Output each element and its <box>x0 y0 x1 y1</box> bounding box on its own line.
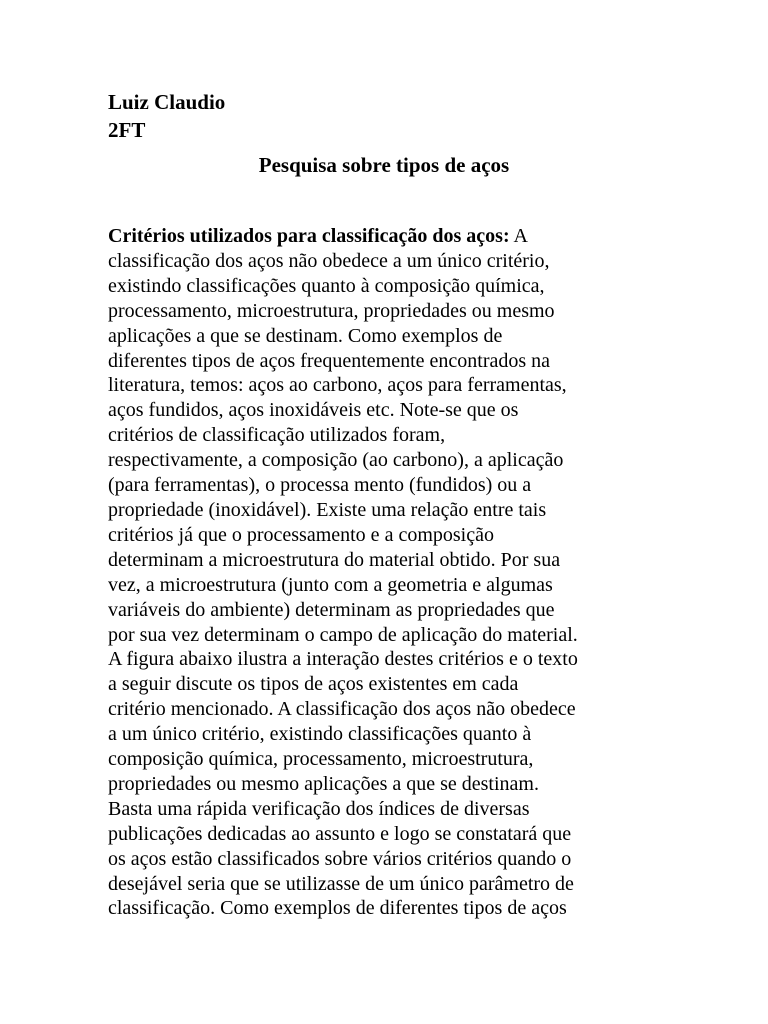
body-line: a seguir discute os tipos de aços existentes em cada <box>108 673 519 696</box>
document-title-row <box>0 151 768 179</box>
body-line: propriedade (inoxidável). Existe uma relação entre tais <box>108 498 547 521</box>
body-line: a um único critério, existindo classificações quanto à <box>108 723 532 746</box>
body-line-lead <box>108 224 648 249</box>
body-line: aplicações a que se destinam. Como exemplos de <box>108 324 503 347</box>
body-line: critérios já que o processamento e a composição <box>108 523 494 546</box>
body-line: diferentes tipos de aços frequentemente encontrados na <box>108 349 551 372</box>
lead-heading: Critérios utilizados para classificação dos aços: <box>108 225 510 247</box>
body-line: determinam a microestrutura do material obtido. Por sua <box>108 548 561 571</box>
body-line: composição química, processamento, microestrutura, <box>108 748 534 771</box>
document-title: Pesquisa sobre tipos de aços <box>258 153 510 177</box>
body-paragraph <box>108 224 648 921</box>
body-line: variáveis do ambiente) determinam as propriedades que <box>108 598 555 621</box>
lead-line-rest: A <box>509 225 528 247</box>
body-line: aços fundidos, aços inoxidáveis etc. Note-se que os <box>108 399 519 422</box>
body-line: classificação. Como exemplos de diferentes tipos de aços <box>108 897 567 920</box>
body-line: publicações dedicadas ao assunto e logo se constatará que <box>108 822 572 845</box>
body-line: (para ferramentas), o processa mento (fundidos) ou a <box>108 474 532 497</box>
body-line: literatura, temos: aços ao carbono, aços para ferramentas, <box>108 374 567 397</box>
body-line: respectivamente, a composição (ao carbono), a aplicação <box>108 449 564 472</box>
body-line: os aços estão classificados sobre vários critérios quando o <box>108 847 572 870</box>
body-line: desejável seria que se utilizasse de um único parâmetro de <box>108 872 574 895</box>
author-name: Luiz Claudio <box>108 90 226 114</box>
body-line: propriedades ou mesmo aplicações a que se destinam. <box>108 772 539 795</box>
body-line: critério mencionado. A classificação dos aços não obedece <box>108 698 576 721</box>
body-line: existindo classificações quanto à composição química, <box>108 274 545 297</box>
body-line: processamento, microestrutura, propriedades ou mesmo <box>108 299 555 322</box>
author-class: 2FT <box>108 118 146 142</box>
body-line: A figura abaixo ilustra a interação destes critérios e o texto <box>108 648 578 671</box>
author-block <box>108 88 225 144</box>
body-line: vez, a microestrutura (junto com a geometria e algumas <box>108 573 553 596</box>
body-line: Basta uma rápida verificação dos índices de diversas <box>108 797 530 820</box>
body-line: por sua vez determinam o campo de aplicação do material. <box>108 623 578 646</box>
body-line: critérios de classificação utilizados foram, <box>108 424 446 447</box>
body-line: classificação dos aços não obedece a um único critério, <box>108 249 550 272</box>
